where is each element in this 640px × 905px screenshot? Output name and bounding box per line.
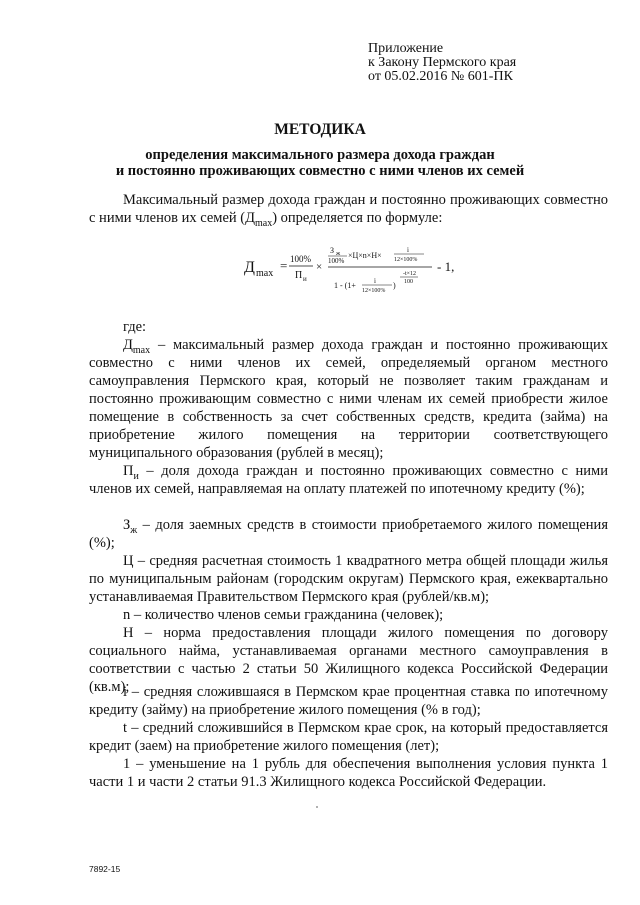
definition-pi xyxy=(89,462,608,498)
definition-n: n – количество членов семьи гражданина (человек); xyxy=(123,607,444,623)
formula-one-minus: 1 - (1+ xyxy=(334,281,356,290)
appendix-line-3: от 05.02.2016 № 601-ПК xyxy=(368,69,513,84)
definition-zzh-sub: ж xyxy=(130,524,138,536)
appendix-header xyxy=(368,42,516,84)
formula-exp-num: -t×12 xyxy=(403,271,417,277)
formula-tail: - 1, xyxy=(437,259,455,274)
formula-eq: = xyxy=(280,258,288,273)
formula-product: ×Ц×n×Н× xyxy=(348,251,382,260)
intro-text-after: ) определяется по формуле: xyxy=(272,210,443,226)
definition-dmax xyxy=(89,336,608,462)
subtitle-line-1: определения максимального размера дохода граждан xyxy=(145,147,495,163)
formula-z-num-sub: ж xyxy=(336,251,341,257)
formula-inner-i-num: i xyxy=(374,277,376,285)
definition-zzh-text: – доля заемных средств в стоимости приобретаемого жилого помещения (%); xyxy=(89,517,608,551)
footer-doc-number: 7892-15 xyxy=(89,864,121,874)
formula-i-num: i xyxy=(407,246,409,254)
document-subtitle xyxy=(0,147,640,179)
formula xyxy=(244,240,484,300)
formula-close-paren: ) xyxy=(393,281,396,290)
definition-pi-sub: и xyxy=(133,470,139,482)
definition-dmax-text: – максимальный размер дохода граждан и постоянно проживающих совместно с ними членов их семей, определяемый органом местного самоуправления Пермского края, который не позволяет таким гражданам и постоянно проживающим совместно с ними членам их семей приобрести жилое помещение в собственность за счет собственных средств, кредита (займа) на приобретение жилого помещения на территории соответствующего муниципального образования (рублей в месяц); xyxy=(89,337,608,461)
definition-i: i – средняя сложившаяся в Пермском крае процентная ставка по ипотечному кредиту (займу) на приобретение жилого помещения (% в год); xyxy=(89,684,608,718)
definition-norm: Н – норма предоставления площади жилого помещения по договору социального найма, устанавливаемая органами местного самоуправления в соответствии с частью 2 статьи 50 Жилищного кодекса Российской Федерации (кв.м); xyxy=(89,625,608,695)
formula-inner-i-den: 12×100% xyxy=(362,288,386,294)
formula-exp-den: 100 xyxy=(404,279,413,285)
formula-lhs-sub: max xyxy=(256,268,274,279)
definition-pi-text: – доля дохода граждан и постоянно проживающих совместно с ними членов их семей, направляемая на оплату платежей по ипотечному кредиту (%); xyxy=(89,463,608,497)
formula-pct-num: 100% xyxy=(290,254,311,264)
formula-pct-den: П xyxy=(295,270,303,281)
definition-dmax-sub: max xyxy=(132,344,151,356)
intro-text-before: Максимальный размер дохода граждан и постоянно проживающих совместно с ними членов их семей (Д xyxy=(89,192,608,226)
subtitle-line-2: и постоянно проживающих совместно с ними членов их семей xyxy=(115,163,525,179)
formula-i-den: 12×100% xyxy=(394,257,418,263)
definition-ts: Ц – средняя расчетная стоимость 1 квадратного метра общей площади жилья по муниципальным районам (городским округам) Пермского края, ежеквартально устанавливаемая Правительством Пермского края (рублей/кв.м); xyxy=(89,553,608,605)
scan-dot xyxy=(316,806,318,808)
definition-zzh-symbol: З xyxy=(123,517,131,533)
definition-dmax-symbol: Д xyxy=(123,337,133,353)
intro-sub: max xyxy=(255,217,273,229)
definition-t: t – средний сложившийся в Пермском крае срок, на который предоставляется кредит (заем) на приобретение жилого помещения (лет); xyxy=(89,720,608,754)
intro-paragraph xyxy=(89,191,608,227)
formula-lhs: Д xyxy=(244,259,255,276)
document-title: МЕТОДИКА xyxy=(274,121,366,138)
formula-z-num: З xyxy=(330,246,335,255)
formula-pct-den-sub: и xyxy=(303,275,307,283)
definition-zzh xyxy=(89,516,608,552)
appendix-line-1: Приложение xyxy=(368,41,444,56)
where-label: где: xyxy=(123,319,147,335)
definition-one: 1 – уменьшение на 1 рубль для обеспечения выполнения условия пункта 1 части 1 и части 2 статьи 91.3 Жилищного кодекса Российской Федерации. xyxy=(89,756,608,790)
formula-times: × xyxy=(316,261,323,273)
definition-pi-symbol: П xyxy=(123,463,134,479)
appendix-line-2: к Закону Пермского края xyxy=(368,55,517,70)
formula-z-den: 100% xyxy=(328,257,345,265)
